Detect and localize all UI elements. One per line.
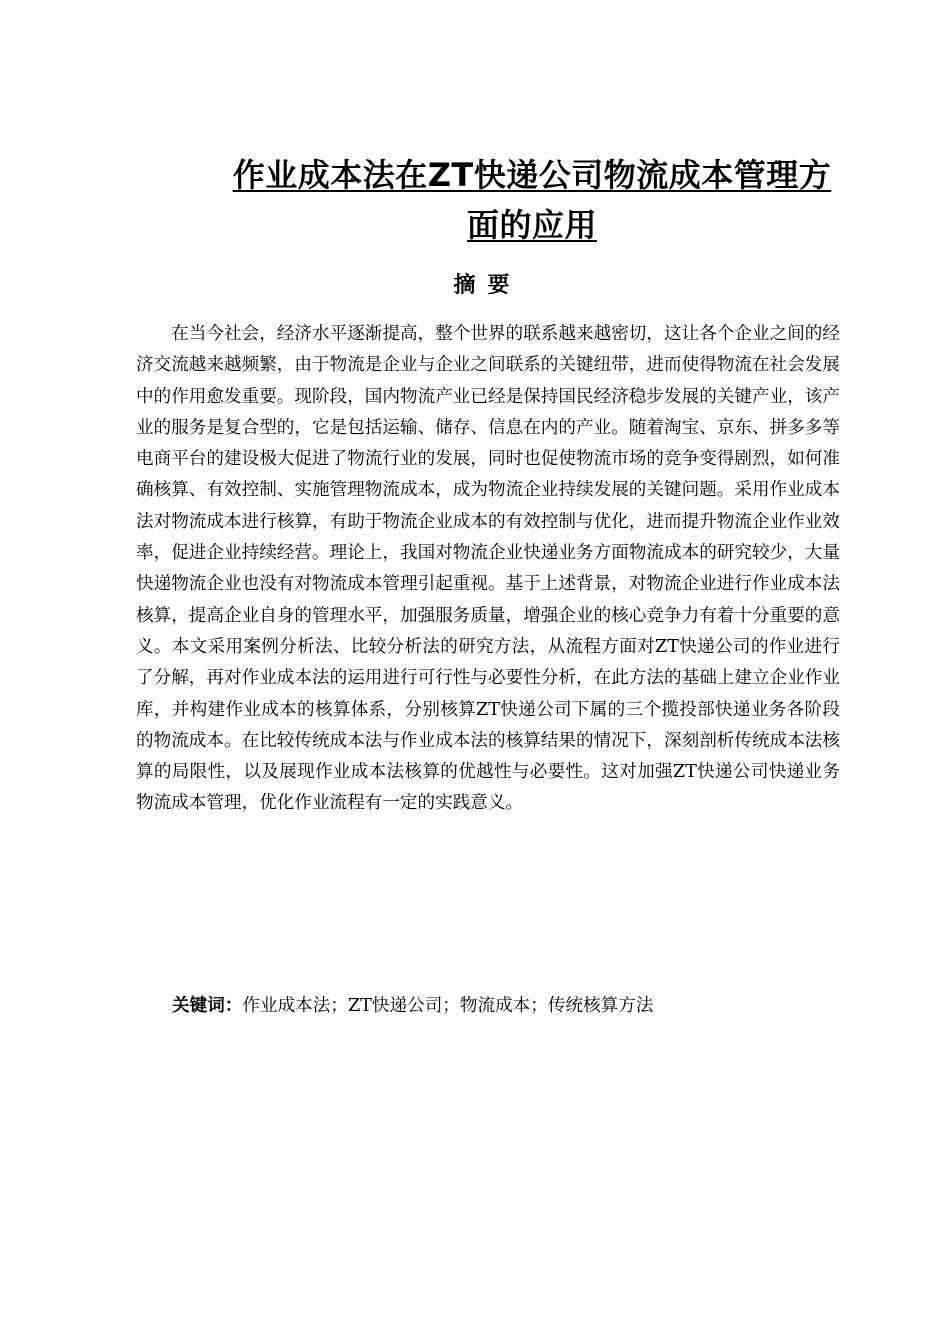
keywords-line: [172, 991, 852, 1022]
keywords-text: 作业成本法；ZT快递公司；物流成本；传统核算方法: [242, 996, 654, 1016]
paper-title: [232, 150, 832, 250]
abstract-body: 在当今社会，经济水平逐渐提高，整个世界的联系越来越密切，这让各个企业之间的经济交流越来越频繁，由于物流是企业与企业之间联系的关键纽带，进而使得物流在社会发展中的作用愈发重要。现阶段，国内物流产业已经是保持国民经济稳步发展的关键产业，该产业的服务是复合型的，它是包括运输、储存、信息在内的产业。随着淘宝、京东、拼多多等电商平台的建设极大促进了物流行业的发展，同时也促使物流市场的竞争变得剧烈，如何准确核算、有效控制、实施管理物流成本，成为物流企业持续发展的关键问题。采用作业成本法对物流成本进行核算，有助于物流企业成本的有效控制与优化，进而提升物流企业作业效率，促进企业持续经营。理论上，我国对物流企业快递业务方面物流成本的研究较少，大量快递物流企业也没有对物流成本管理引起重视。基于上述背景，对物流企业进行作业成本法核算，提高企业自身的管理水平，加强服务质量，增强企业的核心竞争力有着十分重要的意义。本文采用案例分析法、比较分析法的研究方法，从流程方面对ZT快递公司的作业进行了分解，再对作业成本法的运用进行可行性与必要性分析，在此方法的基础上建立企业作业库，并构建作业成本的核算体系，分别核算ZT快递公司下属的三个揽投部快递业务各阶段的物流成本。在比较传统成本法与作业成本法的核算结果的情况下，深刻剖析传统成本法核算的局限性，以及展现作业成本法核算的优越性与必要性。这对加强ZT快递公司快递业务物流成本管理，优化作业流程有一定的实践意义。: [136, 324, 840, 814]
abstract-heading: 摘要: [453, 273, 522, 298]
keywords-label: 关键词：: [172, 996, 243, 1016]
paper-title-text: 作业成本法在ZT快递公司物流成本管理方面的应用: [232, 156, 832, 244]
